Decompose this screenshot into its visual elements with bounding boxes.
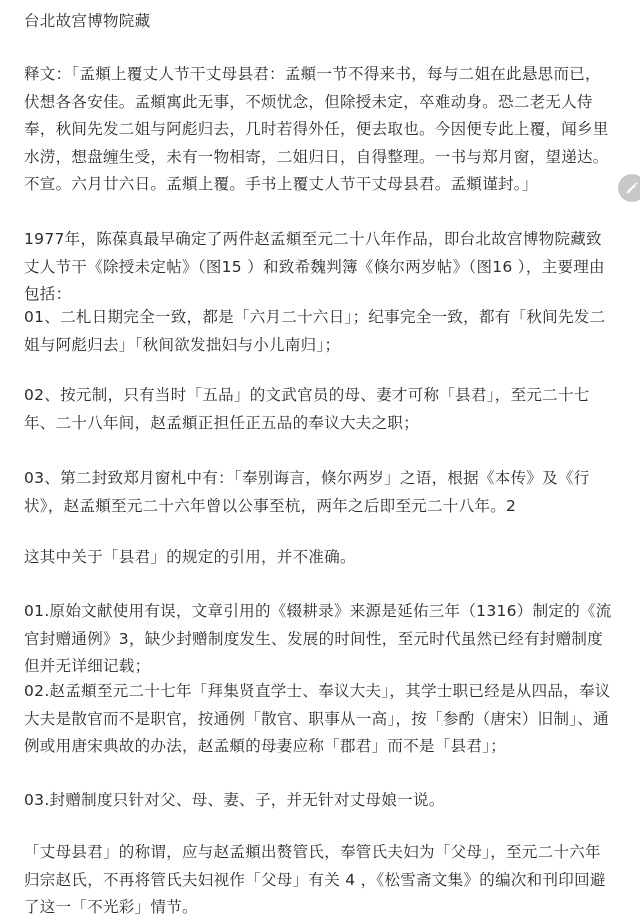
pencil-icon <box>624 180 640 196</box>
critique-item-1: 01.原始文献使用有误，文章引用的《辍耕录》来源是延佑三年（1316）制定的《流官封赠通例》3，缺少封赠制度发生、发展的时间性，至元时代虽然已经有封赠制度但并无详细记载； <box>24 602 612 675</box>
edit-button[interactable] <box>618 174 640 202</box>
image-caption: 台北故宫博物院藏 <box>24 12 151 30</box>
reason-item-1: 01、二札日期完全一致，都是「六月二十六日」；纪事完全一致，都有「秋间先发二姐与阿彪归去」「秋间欲发拙妇与小儿南归」； <box>24 308 606 354</box>
conclusion-paragraph: 「丈母县君」的称谓，应与赵孟頫出赘管氏，奉管氏夫妇为「父母」，至元二十六年归宗赵氏，不再将管氏夫妇视作「父母」有关 4 ，《松雪斋文集》的编次和刊印回避了这一「不光彩」情节。 <box>24 843 606 916</box>
reason-item-2: 02、按元制，只有当时「五品」的文武官员的母、妻才可称「县君」，至元二十七年、二十八年间，赵孟頫正担任正五品的奉议大夫之职； <box>24 386 590 432</box>
critique-statement: 这其中关于「县君」的规定的引用，并不准确。 <box>24 548 356 566</box>
critique-item-3: 03.封赠制度只针对父、母、妻、子，并无针对丈母娘一说。 <box>24 791 445 809</box>
intro-paragraph: 1977年，陈葆真最早确定了两件赵孟頫至元二十八年作品，即台北故宫博物院藏致丈人节干《除授未定帖》（图15 ）和致希魏判簿《倏尔两岁帖》（图16 ），主要理由包括： <box>24 230 605 303</box>
reason-item-3: 03、第二封致郑月窗札中有：「奉别诲言，倏尔两岁」之语，根据《本传》及《行状》，赵孟頫至元二十六年曾以公事至杭，两年之后即至元二十八年。2 <box>24 469 590 515</box>
transcription-paragraph: 释文：「孟頫上覆丈人节干丈母县君：孟頫一节不得来书，每与二姐在此悬思而已，伏想各各安佳。孟頫寓此无事，不烦忧念，但除授未定，卒难动身。恐二老无人侍奉，秋间先发二姐与阿彪归去，几时若得外任，便去取也。今因便专此上覆，闻乡里水涝，想盘缠生受，未有一物相寄，二姐归日，自得整理。一书与郑月窗，望递达。不宣。六月廿六日。孟頫上覆。手书上覆丈人节干丈母县君。孟頫谨封。」 <box>24 65 609 193</box>
critique-item-2: 02.赵孟頫至元二十七年「拜集贤直学士、奉议大夫」，其学士职已经是从四品，奉议大夫是散官而不是职官，按通例「散官、职事从一高」，按「参酌（唐宋）旧制」、通例或用唐宋典故的办法，赵孟頫的母妻应称「郡君」而不是「县君」； <box>24 682 611 755</box>
